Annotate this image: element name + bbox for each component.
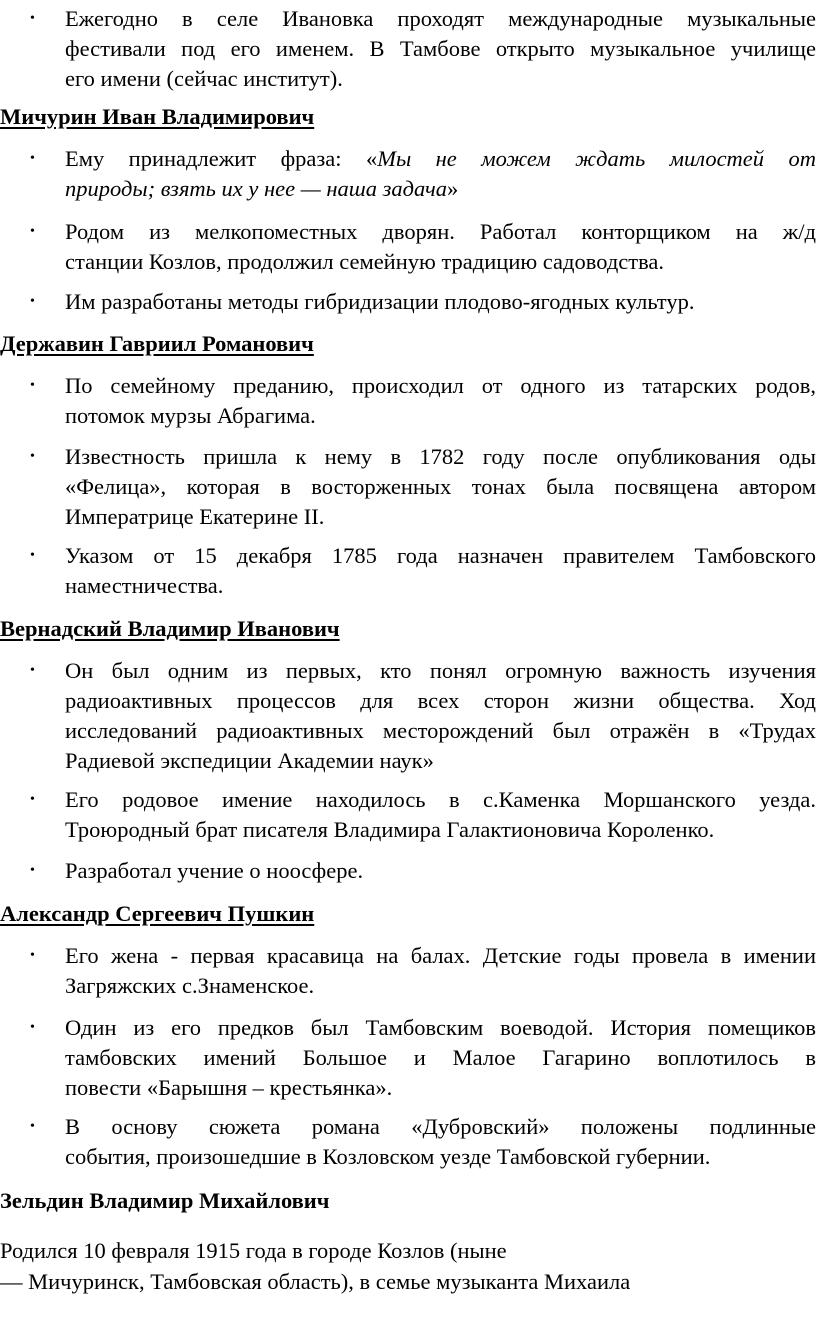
- list-item: [0, 656, 816, 776]
- text-line: Им разработаны методы гибридизации плодово-ягодных культур.: [65, 289, 695, 314]
- section-heading-michurin: Мичурин Иван Владимирович: [0, 104, 315, 129]
- text-line: его имени (сейчас институт).: [65, 66, 343, 91]
- text-line: Он был одним из первых, кто понял огромную важность изучения: [65, 658, 816, 683]
- bullet-icon: •: [30, 948, 35, 963]
- bullet-icon: •: [30, 792, 35, 807]
- list-item: [0, 217, 816, 277]
- derzhavin-list-2: [0, 442, 816, 532]
- list-item: [0, 1013, 816, 1103]
- pushkin-list-3: [0, 1112, 816, 1172]
- text-line: Разработал учение о ноосфере.: [65, 858, 364, 883]
- bullet-icon: •: [30, 1119, 35, 1134]
- text-line: — Мичуринск, Тамбовская область), в семье музыканта Михаила: [0, 1269, 631, 1294]
- text-line: Императрице Екатерине II.: [65, 504, 325, 529]
- paragraph-zeldin: [0, 1235, 816, 1297]
- section-heading-zeldin: Зельдин Владимир Михайлович: [0, 1188, 330, 1213]
- text-line: фестивали под его именем. В Тамбове открыто музыкальное училище: [65, 36, 816, 61]
- section-heading-vernadsky: Вернадский Владимир Иванович: [0, 616, 340, 641]
- text-line: [65, 144, 816, 174]
- list-item: [0, 941, 816, 1001]
- bullet-icon: •: [30, 294, 35, 309]
- quote-text: Мы не можем ждать милостей от: [377, 146, 816, 171]
- michurin-list: [0, 144, 816, 204]
- pushkin-list-2: [0, 1013, 816, 1103]
- bullet-icon: •: [30, 863, 35, 878]
- text-line: Один из его предков был Тамбовским воеводой. История помещиков: [65, 1015, 816, 1040]
- text-line: Ежегодно в селе Ивановка проходят международные музыкальные: [65, 6, 816, 31]
- quote-text: природы; взять их у нее — наша задача: [65, 176, 447, 201]
- pushkin-list: [0, 941, 816, 1001]
- text-line: Его родовое имение находилось в с.Каменка Моршанского уезда.: [65, 787, 816, 812]
- michurin-list-3: [0, 287, 816, 317]
- text-line: станции Козлов, продолжил семейную традицию садоводства.: [65, 249, 665, 274]
- text-line: Загряжских с.Знаменское.: [65, 973, 315, 998]
- text-line: Радиевой экспедиции Академии наук»: [65, 748, 434, 773]
- text-line: По семейному преданию, происходил от одного из татарских родов,: [65, 373, 816, 398]
- list-item: [0, 1112, 816, 1172]
- text-line: повести «Барышня – крестьянка».: [65, 1075, 393, 1100]
- list-item: [0, 4, 816, 94]
- vernadsky-list: [0, 656, 816, 776]
- text-line: Родился 10 февраля 1915 года в городе Козлов (ныне: [0, 1238, 507, 1263]
- bullet-icon: •: [30, 11, 35, 26]
- bullet-icon: •: [30, 224, 35, 239]
- list-item: [0, 287, 816, 317]
- text-line: «Фелица», которая в восторженных тонах была посвящена автором: [65, 474, 816, 499]
- quote-suffix: »: [447, 176, 459, 201]
- text-line: потомок мурзы Абрагима.: [65, 403, 316, 428]
- section-heading-pushkin: Александр Сергеевич Пушкин: [0, 901, 315, 926]
- text-line: Родом из мелкопоместных дворян. Работал конторщиком на ж/д: [65, 219, 816, 244]
- vernadsky-list-3: [0, 856, 816, 886]
- text-line: тамбовских имений Большое и Малое Гагарино воплотилось в: [65, 1045, 816, 1070]
- section-heading-derzhavin: Державин Гавриил Романович: [0, 331, 314, 356]
- bullet-icon: •: [30, 151, 35, 166]
- text-line: радиоактивных процессов для всех сторон жизни общества. Ход: [65, 688, 816, 713]
- text-line: события, произошедшие в Козловском уезде Тамбовской губернии.: [65, 1144, 711, 1169]
- text-line: исследований радиоактивных месторождений был отражён в «Трудах: [65, 718, 816, 743]
- bullet-icon: •: [30, 548, 35, 563]
- bullet-icon: •: [30, 663, 35, 678]
- vernadsky-list-2: [0, 785, 816, 845]
- text-line: Троюродный брат писателя Владимира Галактионовича Короленко.: [65, 817, 715, 842]
- quote-prefix: Ему принадлежит фраза: «: [65, 146, 378, 171]
- text-line: Указом от 15 декабря 1785 года назначен правителем Тамбовского: [65, 543, 816, 568]
- list-item: [0, 144, 816, 204]
- text-line: В основу сюжета романа «Дубровский» положены подлинные: [65, 1114, 816, 1139]
- derzhavin-list-3: [0, 541, 816, 601]
- text-line: наместничества.: [65, 573, 224, 598]
- list-item: [0, 785, 816, 845]
- intro-list: [0, 4, 816, 94]
- text-line: [65, 174, 816, 204]
- text-line: Его жена - первая красавица на балах. Детские годы провела в имении: [65, 943, 816, 968]
- michurin-list-2: [0, 217, 816, 277]
- bullet-icon: •: [30, 1020, 35, 1035]
- list-item: [0, 371, 816, 431]
- list-item: [0, 442, 816, 532]
- text-line: Известность пришла к нему в 1782 году после опубликования оды: [65, 444, 816, 469]
- list-item: [0, 856, 816, 886]
- list-item: [0, 541, 816, 601]
- bullet-icon: •: [30, 378, 35, 393]
- bullet-icon: •: [30, 449, 35, 464]
- derzhavin-list: [0, 371, 816, 431]
